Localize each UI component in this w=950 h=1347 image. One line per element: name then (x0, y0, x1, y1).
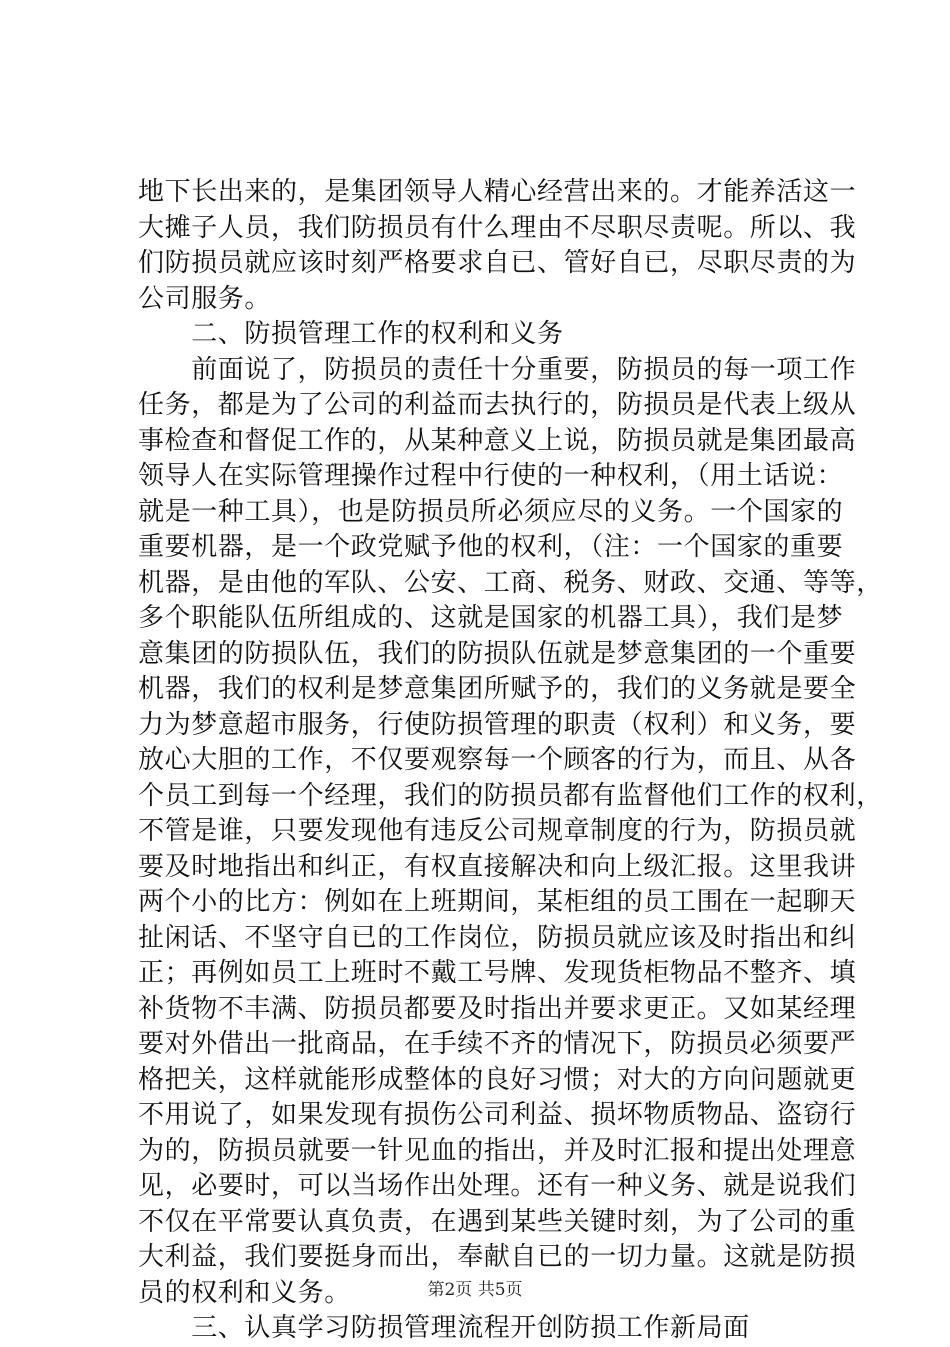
text-line: 机器，是由他的军队、公安、工商、税务、财政、交通、等等， (138, 567, 883, 598)
text-line: 地下长出来的，是集团领导人精心经营出来的。才能养活这一 (138, 177, 857, 207)
text-line: 多个职能队伍所组成的、这就是国家的机器工具），我们是梦 (138, 603, 844, 633)
text-line: 员的权利和义务。 (138, 1277, 351, 1308)
text-line: 正；再例如员工上班时不戴工号牌、发现货柜物品不整齐、填 (138, 958, 857, 988)
text-line: 公司服务。 (138, 283, 272, 314)
text-line: 领导人在实际管理操作过程中行使的一种权利，（用土话说： (138, 461, 844, 491)
document-body (138, 175, 883, 1347)
text-line: 任务，都是为了公司的利益而去执行的，防损员是代表上级从 (138, 390, 857, 420)
text-line: 三、认真学习防损管理流程开创防损工作新局面 (138, 1313, 750, 1343)
text-line: 前面说了，防损员的责任十分重要，防损员的每一项工作 (138, 354, 857, 385)
text-line: 为的，防损员就要一针见血的指出，并及时汇报和提出处理意 (138, 1135, 857, 1166)
text-line: 扯闲话、不坚守自已的工作岗位，防损员就应该及时指出和纠 (138, 922, 857, 953)
text-line: 就是一种工具），也是防损员所必须应尽的义务。一个国家的 (138, 496, 844, 527)
text-line: 个员工到每一个经理，我们的防损员都有监督他们工作的权利， (138, 780, 883, 811)
page-footer: 第2页 共5页 (427, 1280, 523, 1300)
text-line: 力为梦意超市服务，行使防损管理的职责（权利）和义务，要 (138, 709, 857, 740)
text-line: 机器，我们的权利是梦意集团所赋予的，我们的义务就是要全 (138, 674, 857, 704)
text-line: 两个小的比方：例如在上班期间，某柜组的员工围在一起聊天 (138, 887, 857, 917)
text-line: 要对外借出一批商品，在手续不齐的情况下，防损员必须要严 (138, 1029, 857, 1059)
text-line: 见，必要时，可以当场作出处理。还有一种义务、就是说我们 (138, 1171, 857, 1201)
text-line: 事检查和督促工作的，从某种意义上说，防损员就是集团最高 (138, 425, 857, 456)
text-line: 要及时地指出和纠正，有权直接解决和向上级汇报。这里我讲 (138, 851, 857, 882)
text-line: 大利益，我们要挺身而出，奉献自已的一切力量。这就是防损 (138, 1242, 857, 1272)
text-line: 重要机器，是一个政党赋予他的权利，（注：一个国家的重要 (138, 532, 844, 562)
text-line: 们防损员就应该时刻严格要求自已、管好自已，尽职尽责的为 (138, 248, 857, 278)
text-line: 放心大胆的工作，不仅要观察每一个顾客的行为，而且、从各 (138, 745, 857, 775)
text-line: 不管是谁，只要发现他有违反公司规章制度的行为，防损员就 (138, 816, 857, 846)
text-line: 不仅在平常要认真负责，在遇到某些关键时刻，为了公司的重 (138, 1206, 857, 1237)
text-line: 补货物不丰满、防损员都要及时指出并要求更正。又如某经理 (138, 993, 857, 1024)
text-line: 二、防损管理工作的权利和义务 (138, 319, 564, 349)
text-line: 意集团的防损队伍，我们的防损队伍就是梦意集团的一个重要 (138, 638, 857, 669)
text-line: 格把关，这样就能形成整体的良好习惯；对大的方向问题就更 (138, 1064, 857, 1095)
text-line: 大摊子人员，我们防损员有什么理由不尽职尽责呢。所以、我 (138, 212, 857, 243)
text-line: 不用说了，如果发现有损伤公司利益、损坏物质物品、盗窃行 (138, 1100, 857, 1130)
